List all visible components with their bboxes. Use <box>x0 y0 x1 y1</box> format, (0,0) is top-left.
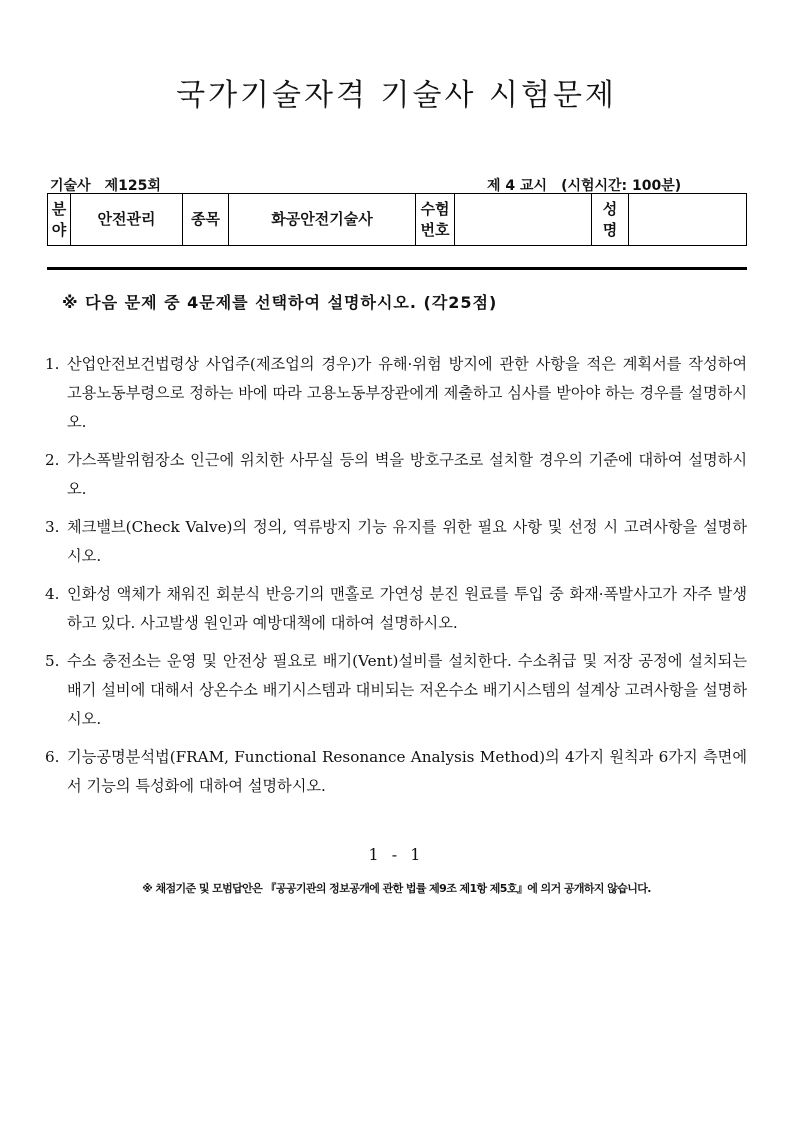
question-item <box>45 513 747 571</box>
category-label: 종목 <box>183 194 229 246</box>
exam-round: 제125회 <box>104 178 161 194</box>
field-label: 분 야 <box>48 194 71 246</box>
exam-meta-right <box>487 175 681 195</box>
question-item <box>45 350 747 437</box>
question-list <box>45 350 747 810</box>
question-text: 산업안전보건법령상 사업주(제조업의 경우)가 유해·위험 방지에 관한 사항을 적은 계획서를 작성하여 고용노동부령으로 정하는 바에 따라 고용노동부장관에게 제출하고 심사를 받아야 하는 경우를 설명하시오. <box>67 355 747 431</box>
exam-meta-left <box>50 175 161 195</box>
page-number: 1 - 1 <box>368 845 425 864</box>
question-text: 체크밸브(Check Valve)의 정의, 역류방지 기능 유지를 위한 필요 사항 및 선정 시 고려사항을 설명하시오. <box>67 518 747 565</box>
question-number: 5. <box>45 652 60 670</box>
question-item <box>45 647 747 734</box>
instruction-text: ※ 다음 문제 중 4문제를 선택하여 설명하시오. (각25점) <box>62 293 498 312</box>
exam-number-field[interactable] <box>455 194 592 246</box>
field-value: 안전관리 <box>71 194 183 246</box>
question-number: 3. <box>45 518 60 536</box>
exam-number-label: 수험 번호 <box>416 194 455 246</box>
divider <box>47 267 747 270</box>
exam-duration: (시험시간: 100분) <box>561 178 682 194</box>
exam-info-table <box>47 193 747 246</box>
question-number: 2. <box>45 451 60 469</box>
name-field[interactable] <box>629 194 747 246</box>
question-item <box>45 446 747 504</box>
exam-type: 기술사 <box>50 178 91 194</box>
category-value: 화공안전기술사 <box>229 194 416 246</box>
question-number: 1. <box>45 355 60 373</box>
footer-note: ※ 채점기준 및 모범답안은 『공공기관의 정보공개에 관한 법률 제9조 제1항 제5호』에 의거 공개하지 않습니다. <box>142 882 651 895</box>
question-item <box>45 743 747 801</box>
name-label: 성 명 <box>592 194 629 246</box>
question-text: 수소 충전소는 운영 및 안전상 필요로 배기(Vent)설비를 설치한다. 수소취급 및 저장 공정에 설치되는 배기 설비에 대해서 상온수소 배기시스템과 대비되는 저온수소 배기시스템의 설계상 고려사항을 설명하시오. <box>67 652 747 728</box>
exam-period: 제 4 교시 <box>487 178 548 194</box>
question-item <box>45 580 747 638</box>
question-number: 6. <box>45 748 60 766</box>
question-text: 인화성 액체가 채워진 회분식 반응기의 맨홀로 가연성 분진 원료를 투입 중 화재·폭발사고가 자주 발생하고 있다. 사고발생 원인과 예방대책에 대하여 설명하시오. <box>67 585 747 632</box>
page-title: 국가기술자격 기술사 시험문제 <box>176 78 617 113</box>
question-text: 기능공명분석법(FRAM, Functional Resonance Analysis Method)의 4가지 원칙과 6가지 측면에서 기능의 특성화에 대하여 설명하시오. <box>67 748 747 795</box>
question-number: 4. <box>45 585 60 603</box>
question-text: 가스폭발위험장소 인근에 위치한 사무실 등의 벽을 방호구조로 설치할 경우의 기준에 대하여 설명하시오. <box>67 451 747 498</box>
